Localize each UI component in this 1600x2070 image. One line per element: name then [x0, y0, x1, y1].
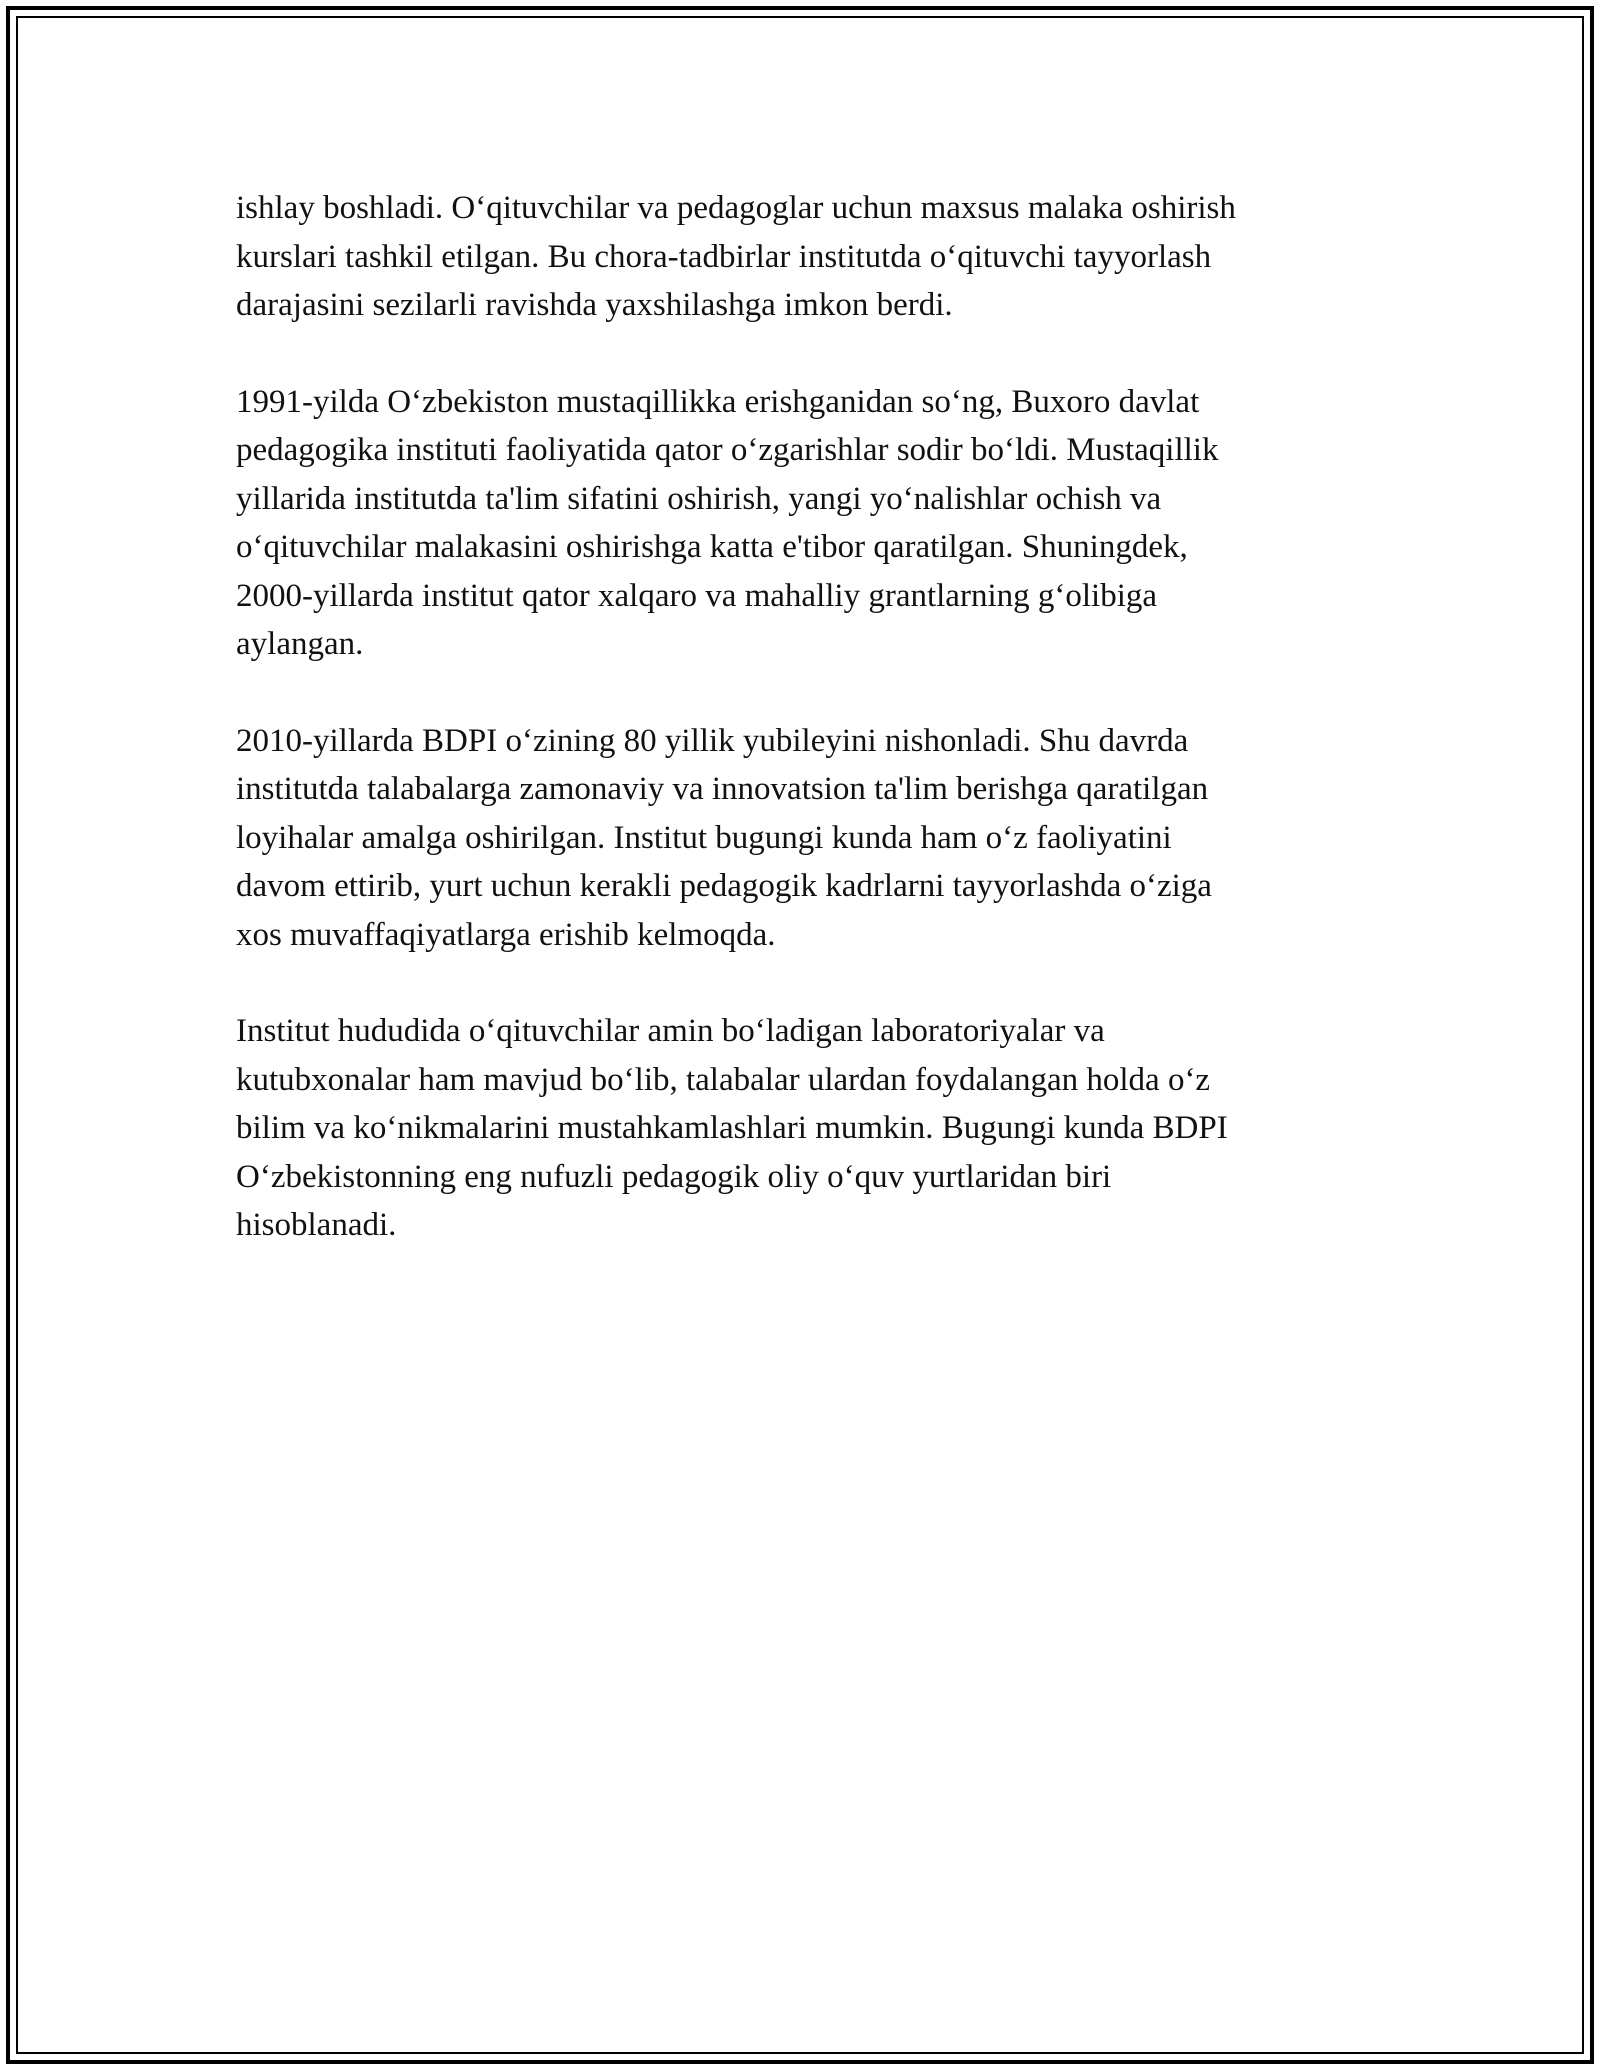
- text-line: kurslari tashkil etilgan. Bu chora-tadbirlar institutda o‘qituvchi tayyorlash: [236, 238, 1212, 275]
- text-line: xos muvaffaqiyatlarga erishib kelmoqda.: [236, 916, 776, 953]
- text-line: loyihalar amalga oshirilgan. Institut bugungi kunda ham o‘z faoliyatini: [236, 819, 1172, 856]
- text-line: yillarida institutda ta'lim sifatini oshirish, yangi yo‘nalishlar ochish va: [236, 480, 1162, 517]
- text-line: aylangan.: [236, 626, 364, 662]
- text-line: davom ettirib, yurt uchun kerakli pedagogik kadrlarni tayyorlashda o‘ziga: [236, 868, 1212, 904]
- paragraph: [236, 184, 1366, 330]
- text-line: darajasini sezilarli ravishda yaxshilashga imkon berdi.: [236, 287, 953, 323]
- paragraph: [236, 378, 1366, 669]
- text-line: o‘qituvchilar malakasini oshirishga katta e'tibor qaratilgan. Shuningdek,: [236, 529, 1188, 565]
- paragraph: [236, 1007, 1366, 1250]
- text-line: 2010-yillarda BDPI o‘zining 80 yillik yubileyini nishonladi. Shu davrda: [236, 722, 1189, 759]
- text-line: kutubxonalar ham mavjud bo‘lib, talabalar ulardan foydalangan holda o‘z: [236, 1061, 1211, 1098]
- text-line: O‘zbekistonning eng nufuzli pedagogik oliy o‘quv yurtlaridan biri: [236, 1158, 1112, 1195]
- text-line: institutda talabalarga zamonaviy va innovatsion ta'lim berishga qaratilgan: [236, 771, 1209, 807]
- text-line: ishlay boshladi. O‘qituvchilar va pedagoglar uchun maxsus malaka oshirish: [236, 190, 1236, 226]
- text-line: Institut hududida o‘qituvchilar amin bo‘ladigan laboratoriyalar va: [236, 1013, 1105, 1049]
- paragraph: [236, 717, 1366, 960]
- text-line: 1991-yilda O‘zbekiston mustaqillikka erishganidan so‘ng, Buxoro davlat: [236, 383, 1200, 420]
- text-line: hisoblanadi.: [236, 1207, 397, 1243]
- document-body: [236, 184, 1366, 1298]
- text-line: 2000-yillarda institut qator xalqaro va mahalliy grantlarning g‘olibiga: [236, 577, 1158, 614]
- text-line: pedagogika instituti faoliyatida qator o‘zgarishlar sodir bo‘ldi. Mustaqillik: [236, 432, 1219, 468]
- text-line: bilim va ko‘nikmalarini mustahkamlashlari mumkin. Bugungi kunda BDPI: [236, 1110, 1228, 1146]
